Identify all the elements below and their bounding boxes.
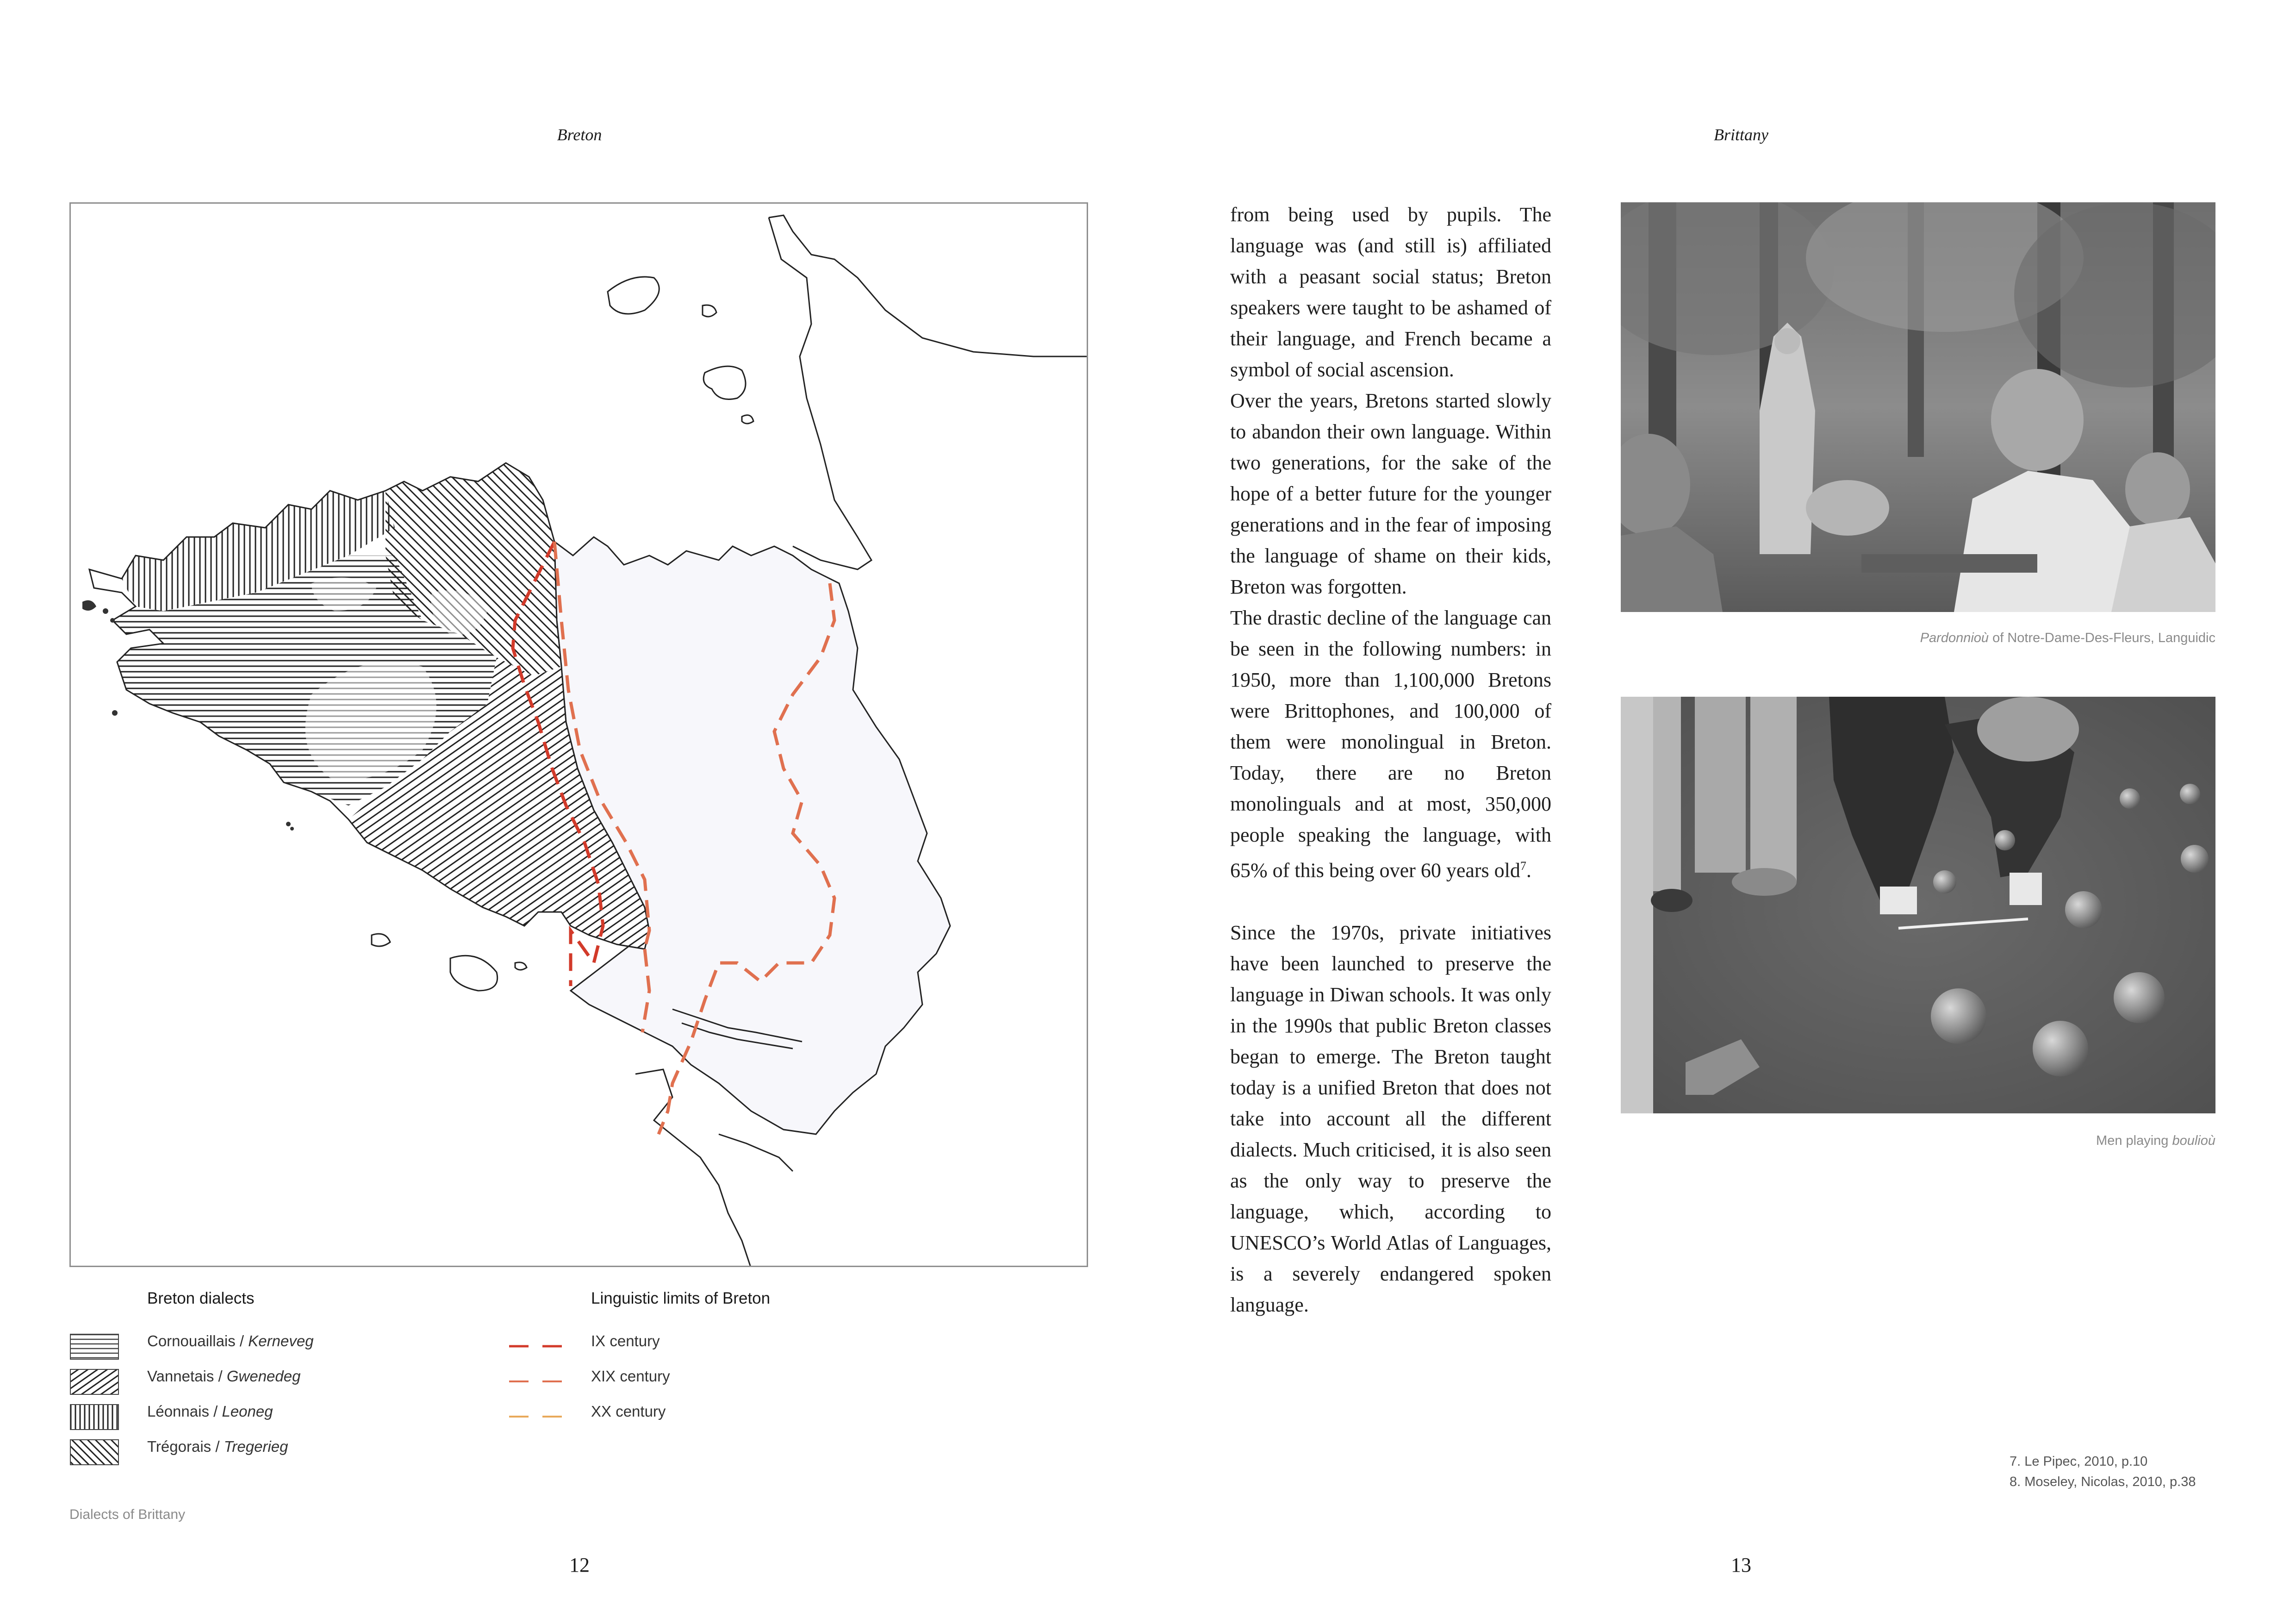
footnote-ref-7: 7 bbox=[1520, 859, 1526, 873]
photo-procession bbox=[1621, 202, 2215, 612]
footnote-8: 8. Moseley, Nicolas, 2010, p.38 bbox=[2010, 1474, 2196, 1489]
legend-dialects-title: Breton dialects bbox=[147, 1289, 255, 1307]
island-dot-2 bbox=[110, 618, 115, 623]
island-sark bbox=[703, 366, 746, 399]
figure-caption: Dialects of Brittany bbox=[69, 1507, 186, 1522]
coast-east bbox=[769, 218, 871, 569]
island-dot-4 bbox=[286, 822, 291, 826]
legend-limit-3: XX century bbox=[591, 1403, 666, 1420]
vendee-coast bbox=[635, 1069, 751, 1267]
dialect-map bbox=[69, 202, 1088, 1267]
swatch-leonnais bbox=[70, 1405, 118, 1430]
paragraph-4: Since the 1970s, private initiatives have been launched to preserve the language in Diwan schools. It was only in the 1990s that public Breton classes began to emerge. The Breton taught today is a unified Breton that does not take into account all the different dialects. Much criticised, it is also seen as the only way to preserve the language, which, according to UNESCO’s World Atlas of Languages, is a severely endangered spoken language. bbox=[1230, 921, 1551, 1316]
legend-limit-1: IX century bbox=[591, 1332, 660, 1349]
legend-limit-lines bbox=[509, 1333, 569, 1426]
vendee-coast-2 bbox=[719, 1134, 793, 1171]
legend-limits-title: Linguistic limits of Breton bbox=[591, 1289, 771, 1307]
footnote-7: 7. Le Pipec, 2010, p.10 bbox=[2010, 1454, 2148, 1469]
running-head-left: Breton bbox=[557, 125, 602, 144]
island-houat bbox=[515, 962, 527, 970]
swatch-vannetais bbox=[70, 1369, 118, 1394]
normandy-coast bbox=[769, 215, 1088, 356]
paragraph-3-text: The drastic decline of the language can be seen in the following numbers: in 1950, more than 1,100,000 Bretons were Brittophones, and 100,000 of them were monolingual in Breton. Today, there are no Breton monolinguals and at most, 350,000 people speaking the language, with 65% of this being over 60 years old bbox=[1230, 606, 1551, 882]
paragraph-3: The drastic decline of the language can be seen in the following numbers: in 1950, more than 1,100,000 Bretons were Brittophones, and 100,000 of them were monolingual in Breton. Today, there are no Breton monolinguals and at most, 350,000 people speaking the language, with 65% of this being over 60 years old$^7$. bbox=[1230, 606, 1551, 882]
island-belle-ile bbox=[450, 956, 498, 991]
island-dot-3 bbox=[112, 710, 118, 716]
swatch-tregorais bbox=[70, 1440, 118, 1465]
paragraph-1: from being used by pupils. The language was (and still is) affiliated with a peasant social status; Breton speakers were taught to be ashamed of their language, and French became a symbol of social ascension. bbox=[1230, 203, 1551, 381]
swatch-cornouaillais bbox=[70, 1334, 118, 1359]
photo-boules bbox=[1621, 697, 2215, 1113]
island-jersey bbox=[608, 277, 659, 314]
island-chausey bbox=[742, 415, 753, 424]
upper-brittany bbox=[554, 537, 950, 1134]
photo-boules-caption: Men playing boulioù bbox=[2096, 1133, 2215, 1148]
page-number-left: 12 bbox=[569, 1554, 590, 1576]
page-number-right: 13 bbox=[1731, 1554, 1751, 1576]
legend-dialect-3: Léonnais / Leoneg bbox=[147, 1403, 273, 1420]
dialect-map-svg bbox=[71, 204, 1088, 1267]
island-guernsey bbox=[703, 305, 716, 317]
island-dot-1 bbox=[103, 608, 108, 614]
paragraph-2: Over the years, Bretons started slowly to abandon their own language. Within two generations, for the sake of the hope of a better future for the younger generations and in the fear of imposing the language of shame on their kids, Breton was forgotten. bbox=[1230, 389, 1551, 598]
photo-boules-image bbox=[1621, 697, 2215, 1113]
legend-limit-2: XIX century bbox=[591, 1368, 670, 1385]
body-text-column bbox=[1230, 199, 1551, 1320]
island-groix bbox=[372, 934, 390, 946]
photo-procession-image bbox=[1621, 202, 2215, 612]
legend-dialect-1: Cornouaillais / Kerneveg bbox=[147, 1332, 314, 1349]
footnotes bbox=[2010, 1451, 2215, 1492]
legend-dialect-2: Vannetais / Gwenedeg bbox=[147, 1368, 301, 1385]
photo-procession-caption: Pardonnioù of Notre-Dame-Des-Fleurs, Languidic bbox=[1920, 631, 2215, 645]
island-dot-5 bbox=[290, 827, 294, 831]
legend-dialect-4: Trégorais / Tregerieg bbox=[147, 1438, 288, 1455]
legend-swatches bbox=[69, 1333, 120, 1468]
running-head-right: Brittany bbox=[1714, 125, 1768, 144]
island-ouessant bbox=[82, 600, 96, 611]
